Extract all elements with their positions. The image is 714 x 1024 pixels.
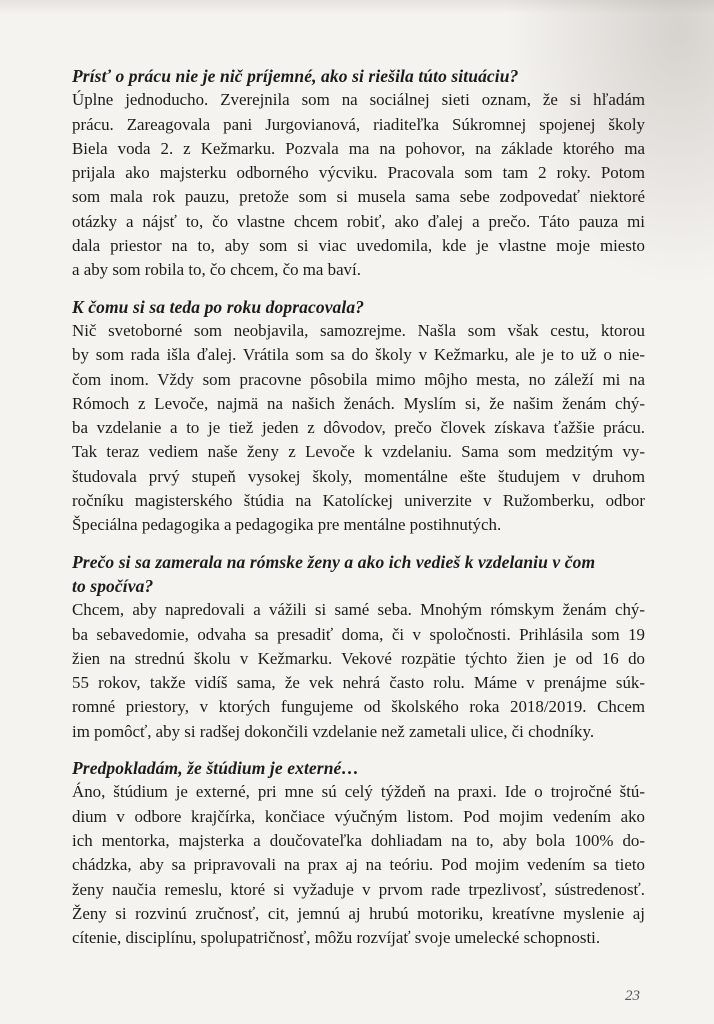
- answer-2-line: Špeciálna pedagogika a pedagogika pre mentálne postihnutých.: [72, 515, 502, 535]
- answer-4-line: Áno, štúdium je externé, pri mne sú celý týždeň na praxi. Ide o trojročné štú-: [72, 782, 645, 802]
- answer-1-line: prácu. Zareagovala pani Jurgovianová, riaditeľka Súkromnej spojenej školy: [72, 114, 645, 134]
- qa-section-3: [72, 550, 645, 744]
- answer-1-line: a aby som robila to, čo chcem, čo ma baví.: [72, 260, 361, 280]
- answer-4-line: Ženy si rozvinú zručnosť, cit, jemnú aj hrubú motoriku, kreatívne myslenie aj: [72, 903, 645, 923]
- question-1: Prísť o prácu nie je nič príjemné, ako si riešila túto situáciu?: [72, 66, 519, 86]
- answer-1-line: som mala rok pauzu, pretože som si musela sama sebe zodpovedať niektoré: [72, 187, 645, 207]
- answer-2-line: Nič svetoborné som neobjavila, samozrejme. Našla som však cestu, ktorou: [72, 320, 645, 340]
- answer-2-line: čom inom. Vždy som pracovne pôsobila mimo môjho mesta, no záleží mi na: [72, 369, 645, 389]
- answer-4-line: chádzka, aby sa pripravovali na prax aj na teóriu. Pod mojim vedením sa tieto: [72, 855, 645, 875]
- qa-section-2: [72, 295, 645, 538]
- answer-2-line: ba vzdelanie a to je tiež jeden z dôvodov, prečo človek získava ťažšie prácu.: [72, 418, 645, 438]
- answer-1-line: prijala ako majsterku odborného výcviku. Pracovala som tam 2 roky. Potom: [72, 163, 645, 183]
- answer-3: [72, 598, 645, 744]
- page-number: 23: [625, 988, 640, 1004]
- qa-section-1: [72, 64, 645, 283]
- answer-3-line: ba sebavedomie, odvaha sa presadiť doma, či v spoločnosti. Prihlásila som 19: [72, 624, 645, 644]
- answer-2-line: Rómoch z Levoče, najmä na našich ženách. Myslím si, že našim ženám chý-: [72, 393, 645, 413]
- question-4: Predpokladám, že štúdium je externé…: [72, 758, 359, 779]
- answer-2: [72, 319, 645, 538]
- answer-3-line: Chcem, aby napredovali a vážili si samé seba. Mnohým rómskym ženám chý-: [72, 600, 645, 620]
- answer-3-line: žien na strednú školu v Kežmarku. Vekové rozpätie týchto žien je od 16 do: [72, 648, 645, 668]
- answer-1-line: Biela voda 2. z Kežmarku. Pozvala ma na pohovor, na základe ktorého ma: [72, 138, 645, 158]
- answer-1-line: Úplne jednoducho. Zverejnila som na sociálnej sieti oznam, že si hľadám: [72, 90, 645, 110]
- question-3-line: Prečo si sa zamerala na rómske ženy a ako ich vedieš k vzdelaniu v čom: [72, 551, 596, 572]
- answer-3-line: 55 rokov, takže vidíš sama, že vek nehrá často rolu. Máme v prenájme súk-: [72, 673, 645, 693]
- answer-4-line: cítenie, disciplínu, spolupatričnosť, môžu rozvíjať svoje umelecké schopnosti.: [72, 928, 601, 948]
- answer-4-line: dium v odbore krajčírka, končiace výučným listom. Pod mojim vedením ako: [72, 806, 645, 826]
- interview-text: [72, 64, 645, 954]
- question-3-line: to spočíva?: [72, 575, 154, 596]
- answer-2-line: by som rada išla ďalej. Vrátila som sa do školy v Kežmarku, ale je to už o nie-: [72, 345, 645, 365]
- question-2: K čomu si sa teda po roku dopracovala?: [72, 296, 365, 317]
- answer-1-line: dala priestor na to, aby som si viac uvedomila, kde je vlastne moje miesto: [72, 236, 645, 256]
- answer-2-line: študovala prvý stupeň vysokej školy, momentálne ešte študujem v druhom: [72, 466, 645, 486]
- answer-1: [72, 88, 645, 282]
- question-3: [72, 550, 645, 599]
- answer-3-line: romné priestory, v ktorých fungujeme od školského roka 2018/2019. Chcem: [72, 697, 645, 717]
- qa-section-4: [72, 756, 645, 950]
- answer-2-line: ročníku magisterského štúdia na Katolíckej univerzite v Ružomberku, odbor: [72, 491, 645, 511]
- answer-1-line: otázky a nájsť to, čo vlastne chcem robiť, ako ďalej a prečo. Táto pauza mi: [72, 211, 645, 231]
- answer-4-line: ženy naučia remeslu, ktoré si vyžaduje v prvom rade trpezlivosť, sústredenosť.: [72, 879, 645, 899]
- answer-4: [72, 780, 645, 950]
- answer-3-line: im pomôcť, aby si radšej dokončili vzdelanie než zametali ulice, či chodníky.: [72, 721, 595, 741]
- answer-2-line: Tak teraz vediem naše ženy z Levoče k vzdelaniu. Sama som medzitým vy-: [72, 442, 645, 462]
- answer-4-line: ich mentorka, majsterka a doučovateľka dohliadam na to, aby bola 100% do-: [72, 830, 645, 850]
